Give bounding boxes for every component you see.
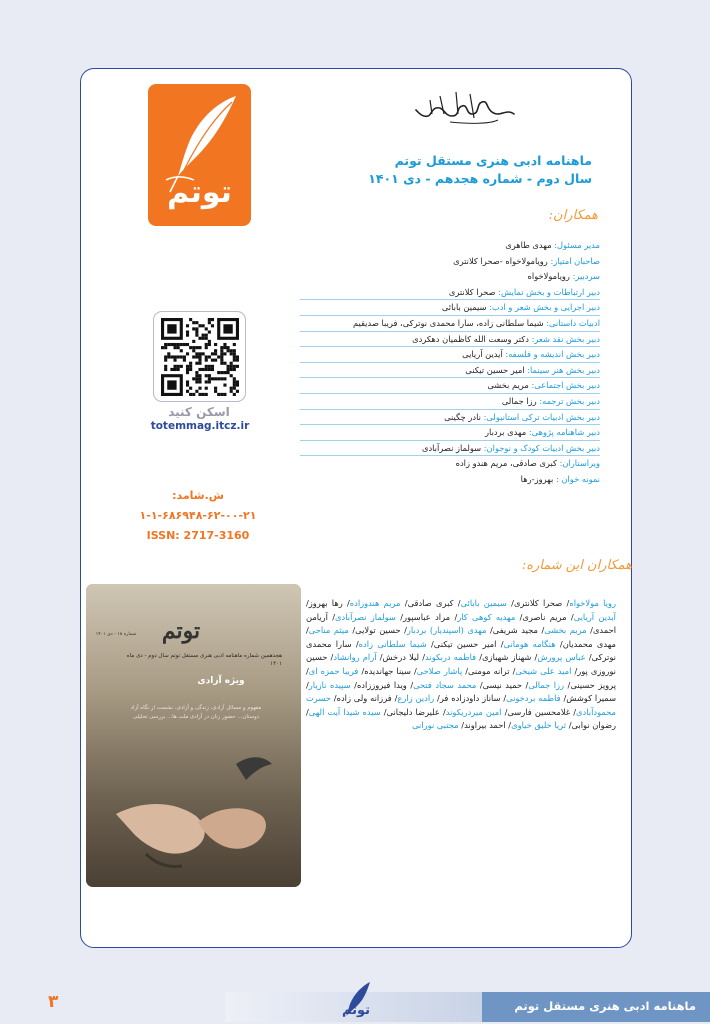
contributor-name: مجید شریفی (492, 625, 538, 636)
contributor-name: ثریا خلیق خیاوی (511, 720, 567, 731)
contributor-name: هنگامه هومانی (503, 638, 556, 649)
staff-name: مهدی طاهری (505, 240, 555, 250)
contributor-name: مجتبی نورانی (412, 720, 459, 731)
contributor-name: امیر حسین تیکنی (433, 638, 497, 649)
staff-name: مریم بخشی (487, 380, 532, 391)
contributor-name: لیلا درخش (382, 652, 420, 663)
cover-issue-tag: شماره ۱۸ - دی ۱۴۰۱ (95, 632, 137, 637)
contributor-name: فاطمه بردخونی (506, 693, 561, 704)
issn-number: ISSN: 2717-3160 (146, 529, 250, 542)
staff-role: دبیر بخش نقد شعر: (531, 333, 600, 344)
staff-role: دبیر بخش هنر سینما: (527, 364, 600, 375)
contributor-name: حسین نوروزی پور (306, 652, 616, 676)
website-link[interactable]: totemmag.itcz.ir (150, 420, 250, 432)
contributor-name: سیمین بابائی (460, 598, 507, 608)
contributor-name: سیده شیدا آیت الهی (308, 706, 381, 717)
staff-row (300, 456, 600, 472)
contributor-name: پاشار صلاحی (416, 665, 463, 676)
magazine-title-line: ماهنامه ادبی هنری مستقل توتم (394, 153, 592, 168)
contributor-name: شیما سلطانی زاده (358, 638, 427, 649)
staff-row (300, 472, 600, 488)
staff-role: ادبیات داستانی: (546, 317, 600, 328)
staff-role: دبیر بخش ادبیات ترکی استانبولی: (483, 411, 600, 422)
cover-special-label: ویژه آزادی (197, 676, 245, 686)
staff-row (300, 410, 600, 426)
staff-name: رویامولاخواه -صحرا کلانتری (453, 255, 551, 266)
footer-logo-wordmark: توتم (341, 1003, 371, 1018)
staff-row (300, 425, 600, 441)
staff-name: رزا جمالی (501, 395, 540, 406)
staff-role: دبیر بخش ادبیات کودک و نوجوان: (483, 442, 600, 453)
staff-row (300, 285, 600, 301)
staff-row (300, 238, 600, 254)
staff-role: صاحبان امتیاز: (550, 255, 600, 266)
staff-role: مدیر مسئول: (554, 240, 600, 250)
contributor-name: احمد بیراوند (464, 720, 506, 731)
contributor-name: رها بهروز (308, 598, 343, 608)
staff-row (300, 316, 600, 332)
contributor-name: مریم هندوزاده (349, 598, 401, 608)
cover-body-text: مفهوم و مسائل آزادی، زندگی و آزادی، نشست از نگاه آزاد دوستان... حضور زنان در آزادی ملت ها... بررسی تحلیلی (130, 705, 262, 720)
contributor-name: سینا جهاندیده (364, 665, 411, 676)
contributors-paragraph: رویا مولاخواه/ صحرا کلانتری/ سیمین بابائی/ کبری صادقی/ مریم هندوزاده/ رها بهروز/ آیدین آریایی/ مریم ناصری/ مهدیه کوهی کار/ مراد عباسپور/ سولماز نصرآبادی/ آریامن احمدی/ مریم بخشی/ مجید شریفی/ مهدی (اسپندیار) بردبار/ حسین تولایی/ میثم مناجی/ مهدی محمدیان/ هنگامه هومانی/ امیر حسین تیکنی/ شیما سلطانی زاده/ سارا محمدی نوترکی/ عباس پرورش/ شهناز شهبازی/ فاطمه دربکوند/ لیلا درخش/ آرام روانشاد/ حسین نوروزی پور/ امید علی شیخی/ ترانه مومنی/ پاشار صلاحی/ سینا جهاندیده/ فریبا حمزه ای/ پرویز حسینی/ رزا جمالی/ حمید نیسی/ محمد سجاد فتحی/ ویدا فیروززاده/ سپیده نازیار/ سمیرا کوشش/ فاطمه بردخونی/ ساناز داودزاده فر/ رادین زارع/ فرزانه ولی زاده/ حسرت محمودآبادی/ غلامحسین فارسی/ امین میردریکوند/ علیرضا دلیجانی/ سیده شیدا آیت الهی/ رضوان نوابی/ ثریا خلیق خیاوی/ احمد بیراوند/ مجتبی نورانی (306, 598, 617, 731)
contributor-name: غلامحسین فارسی (507, 706, 571, 717)
contributor-name: سارا محمدی نوترکی (306, 638, 616, 663)
staff-row (300, 441, 600, 457)
contributor-name: محمد سجاد فتحی (413, 679, 477, 690)
staff-row (300, 269, 600, 285)
contributor-name: رضوان نوابی (571, 720, 616, 731)
contributor-name: ویدا فیروززاده (356, 679, 407, 690)
staff-role: دبیر ارتباطات و بخش نمایش: (498, 286, 600, 297)
contributor-name: رزا جمالی (528, 679, 565, 690)
staff-name: امیر حسین تیکنی (465, 364, 528, 375)
staff-name: کبری صادقی، مریم هندو زاده (455, 458, 560, 469)
staff-row (300, 347, 600, 363)
contributor-name: حسرت محمودآبادی (306, 693, 616, 717)
staff-role: دبیر بخش اندیشه و فلسفه: (505, 349, 600, 360)
contributor-name: ترانه مومنی (467, 665, 510, 676)
contributor-name: سمیرا کوشش (566, 693, 617, 704)
staff-name: سولماز نصرآبادی (421, 442, 484, 453)
shamed-number: ش.شامد: ۲۱-۰۰-۶۲-۶۸۶۹۴۸-۱-۱ (139, 489, 257, 522)
contributor-name: امین میردریکوند (445, 706, 502, 717)
issn-block (118, 486, 278, 546)
contributor-name: آیدین آریایی (573, 611, 616, 622)
page-number: ۳ (48, 992, 59, 1012)
contributor-name: حسین تولایی (355, 625, 401, 636)
contributor-name: میثم مناجی (308, 625, 349, 636)
magazine-cover (86, 584, 301, 887)
totem-logo (148, 84, 251, 226)
staff-name: سیمین بابائی (441, 302, 490, 313)
staff-name: آیدین آریایی (462, 349, 506, 360)
contributor-name: عباس پرورش (537, 652, 586, 663)
contributor-name: آرام روانشاد (333, 652, 377, 663)
staff-name: بهروز-رها (520, 473, 556, 484)
staff-name: رویامولاخواه (527, 271, 573, 282)
staff-row (300, 363, 600, 379)
contributor-name: علیرضا دلیجانی (386, 706, 440, 717)
contributor-name: امید علی شیخی (515, 665, 572, 676)
logo-wordmark: توتم (167, 175, 232, 210)
staff-role: نمونه خوان : (555, 473, 600, 484)
staff-row (300, 332, 600, 348)
qr-code[interactable] (153, 311, 246, 402)
contributor-name: مهدی محمدیان (562, 638, 616, 649)
contributor-name: مراد عباسپور (403, 611, 451, 622)
staff-name: نادر چگینی (444, 411, 484, 422)
issue-line: سال دوم - شماره هجدهم - دی ۱۴۰۱ (368, 171, 592, 186)
contributor-name: فرزانه ولی زاده (336, 693, 392, 704)
contributor-name: کبری صادقی (407, 598, 454, 608)
staff-role: دبیر اجرایی و بخش شعر و ادب: (489, 302, 600, 313)
contributor-name: مریم ناصری (522, 611, 567, 622)
contributor-name: صحرا کلانتری (513, 598, 563, 608)
staff-row (300, 254, 600, 270)
cover-subtitle: هجدهمین شماره ماهنامه ادبی هنری مستقل توتم سال دوم - دی ماه ۱۴۰۱ (126, 653, 282, 667)
staff-row (300, 378, 600, 394)
staff-name: مهدی بردبار (485, 427, 529, 438)
contributor-name: حمید نیسی (482, 679, 523, 690)
contributor-name: آریامن احمدی (306, 611, 617, 636)
staff-role: دبیر شاهنامه پژوهی: (528, 427, 600, 438)
contributor-name: سپیده نازیار (308, 679, 351, 690)
staff-row (300, 394, 600, 410)
staff-list (300, 238, 600, 488)
magazine-title (292, 152, 592, 188)
contributor-name: مهدیه کوهی کار (457, 611, 516, 622)
staff-role: ویراستاران: (559, 458, 600, 469)
scan-label: اسکن کنید (168, 405, 230, 419)
footer-title: ماهنامه ادبی هنری مستقل توتم (514, 999, 696, 1013)
contributor-name: سولماز نصرآبادی (335, 611, 396, 622)
contributor-name: رویا مولاخواه (569, 598, 617, 608)
staff-heading: همکاران: (548, 208, 598, 223)
contributor-name: مریم بخشی (544, 625, 587, 636)
qr-code-pattern (161, 318, 239, 396)
contributor-name: فاطمه دربکوند (425, 652, 477, 663)
issue-contributors-heading: همکاران این شماره: (521, 558, 632, 573)
contributor-name: ساناز داودزاده فر (439, 693, 501, 704)
staff-name: شیما سلطانی زاده، سارا محمدی نوترکی، فریبا صدیقیم (352, 317, 547, 328)
staff-row (300, 300, 600, 316)
contributor-name: فریبا حمزه ای (308, 665, 359, 676)
staff-name: دکتر وسعت الله کاظمیان دهکردی (412, 333, 532, 344)
staff-role: دبیر بخش ترجمه: (539, 395, 600, 406)
basmala-calligraphy (410, 84, 520, 130)
staff-role: سردبیر: (572, 271, 600, 282)
staff-role: دبیر بخش اجتماعی: (531, 380, 600, 391)
cover-title: توتم (161, 618, 201, 644)
contributor-name: رادین زارع (397, 693, 435, 704)
contributor-name: پرویز حسینی (570, 679, 617, 690)
staff-name: صحرا کلانتری (448, 286, 499, 297)
contributor-name: شهناز شهبازی (482, 652, 532, 663)
contributor-name: مهدی (اسپندیار) بردبار (406, 625, 487, 636)
